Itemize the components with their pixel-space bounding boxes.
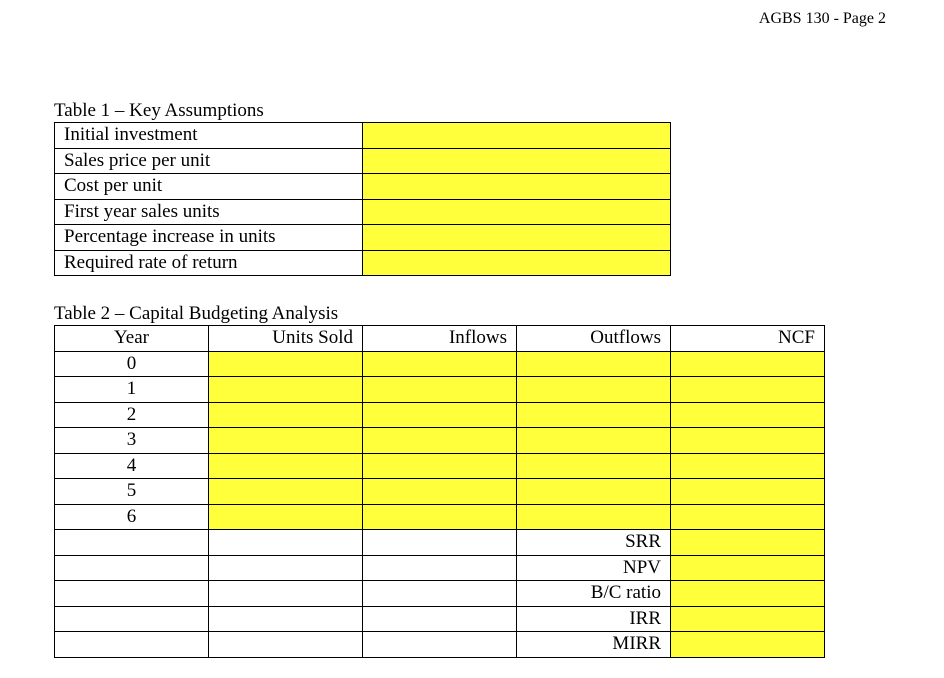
summary-row	[55, 632, 825, 658]
units-sold-input[interactable]	[209, 428, 363, 454]
table-row	[55, 148, 671, 174]
units-sold-input[interactable]	[209, 402, 363, 428]
empty-cell	[209, 530, 363, 556]
assumption-label: Percentage increase in units	[55, 225, 363, 251]
ncf-input[interactable]	[671, 377, 825, 403]
summary-row	[55, 530, 825, 556]
assumption-input-required-return[interactable]	[363, 250, 671, 276]
empty-cell	[55, 581, 209, 607]
outflows-input[interactable]	[517, 428, 671, 454]
empty-cell	[363, 530, 517, 556]
column-header-inflows: Inflows	[363, 326, 517, 352]
empty-cell	[209, 555, 363, 581]
key-assumptions-table	[54, 122, 671, 276]
summary-label-npv: NPV	[517, 555, 671, 581]
assumption-label: Required rate of return	[55, 250, 363, 276]
outflows-input[interactable]	[517, 351, 671, 377]
ncf-input[interactable]	[671, 351, 825, 377]
empty-cell	[363, 632, 517, 658]
table-row	[55, 479, 825, 505]
summary-label-srr: SRR	[517, 530, 671, 556]
outflows-input[interactable]	[517, 504, 671, 530]
units-sold-input[interactable]	[209, 504, 363, 530]
summary-row	[55, 581, 825, 607]
page-header: AGBS 130 - Page 2	[758, 10, 886, 27]
table-row	[55, 428, 825, 454]
header-row	[55, 326, 825, 352]
table-row	[55, 453, 825, 479]
inflows-input[interactable]	[363, 351, 517, 377]
table-row	[55, 504, 825, 530]
column-header-year: Year	[55, 326, 209, 352]
table-row	[55, 225, 671, 251]
year-cell: 5	[55, 479, 209, 505]
column-header-outflows: Outflows	[517, 326, 671, 352]
bc-ratio-input[interactable]	[671, 581, 825, 607]
empty-cell	[55, 632, 209, 658]
table-row	[55, 377, 825, 403]
srr-input[interactable]	[671, 530, 825, 556]
empty-cell	[55, 530, 209, 556]
empty-cell	[209, 581, 363, 607]
empty-cell	[209, 632, 363, 658]
assumption-label: Sales price per unit	[55, 148, 363, 174]
column-header-ncf: NCF	[671, 326, 825, 352]
ncf-input[interactable]	[671, 428, 825, 454]
year-cell: 1	[55, 377, 209, 403]
npv-input[interactable]	[671, 555, 825, 581]
assumption-label: Initial investment	[55, 123, 363, 149]
ncf-input[interactable]	[671, 479, 825, 505]
assumption-input-cost-per-unit[interactable]	[363, 174, 671, 200]
ncf-input[interactable]	[671, 453, 825, 479]
table-row	[55, 199, 671, 225]
assumption-input-percentage-increase[interactable]	[363, 225, 671, 251]
table-row	[55, 402, 825, 428]
table-row	[55, 174, 671, 200]
year-cell: 0	[55, 351, 209, 377]
summary-label-bc-ratio: B/C ratio	[517, 581, 671, 607]
table-row	[55, 123, 671, 149]
units-sold-input[interactable]	[209, 377, 363, 403]
summary-label-irr: IRR	[517, 606, 671, 632]
mirr-input[interactable]	[671, 632, 825, 658]
assumption-input-first-year-units[interactable]	[363, 199, 671, 225]
assumption-label: First year sales units	[55, 199, 363, 225]
outflows-input[interactable]	[517, 402, 671, 428]
empty-cell	[363, 555, 517, 581]
empty-cell	[55, 555, 209, 581]
summary-label-mirr: MIRR	[517, 632, 671, 658]
assumption-label: Cost per unit	[55, 174, 363, 200]
ncf-input[interactable]	[671, 402, 825, 428]
inflows-input[interactable]	[363, 504, 517, 530]
table-row	[55, 250, 671, 276]
table-row	[55, 351, 825, 377]
inflows-input[interactable]	[363, 428, 517, 454]
inflows-input[interactable]	[363, 479, 517, 505]
year-cell: 4	[55, 453, 209, 479]
empty-cell	[363, 581, 517, 607]
table1-title: Table 1 – Key Assumptions	[54, 100, 264, 121]
year-cell: 3	[55, 428, 209, 454]
summary-row	[55, 606, 825, 632]
column-header-units-sold: Units Sold	[209, 326, 363, 352]
inflows-input[interactable]	[363, 453, 517, 479]
inflows-input[interactable]	[363, 377, 517, 403]
summary-row	[55, 555, 825, 581]
empty-cell	[209, 606, 363, 632]
assumption-input-initial-investment[interactable]	[363, 123, 671, 149]
year-cell: 2	[55, 402, 209, 428]
assumption-input-sales-price[interactable]	[363, 148, 671, 174]
table2-title: Table 2 – Capital Budgeting Analysis	[54, 303, 339, 324]
units-sold-input[interactable]	[209, 453, 363, 479]
empty-cell	[55, 606, 209, 632]
year-cell: 6	[55, 504, 209, 530]
empty-cell	[363, 606, 517, 632]
outflows-input[interactable]	[517, 377, 671, 403]
units-sold-input[interactable]	[209, 479, 363, 505]
irr-input[interactable]	[671, 606, 825, 632]
capital-budgeting-table	[54, 325, 825, 658]
units-sold-input[interactable]	[209, 351, 363, 377]
inflows-input[interactable]	[363, 402, 517, 428]
outflows-input[interactable]	[517, 479, 671, 505]
ncf-input[interactable]	[671, 504, 825, 530]
outflows-input[interactable]	[517, 453, 671, 479]
